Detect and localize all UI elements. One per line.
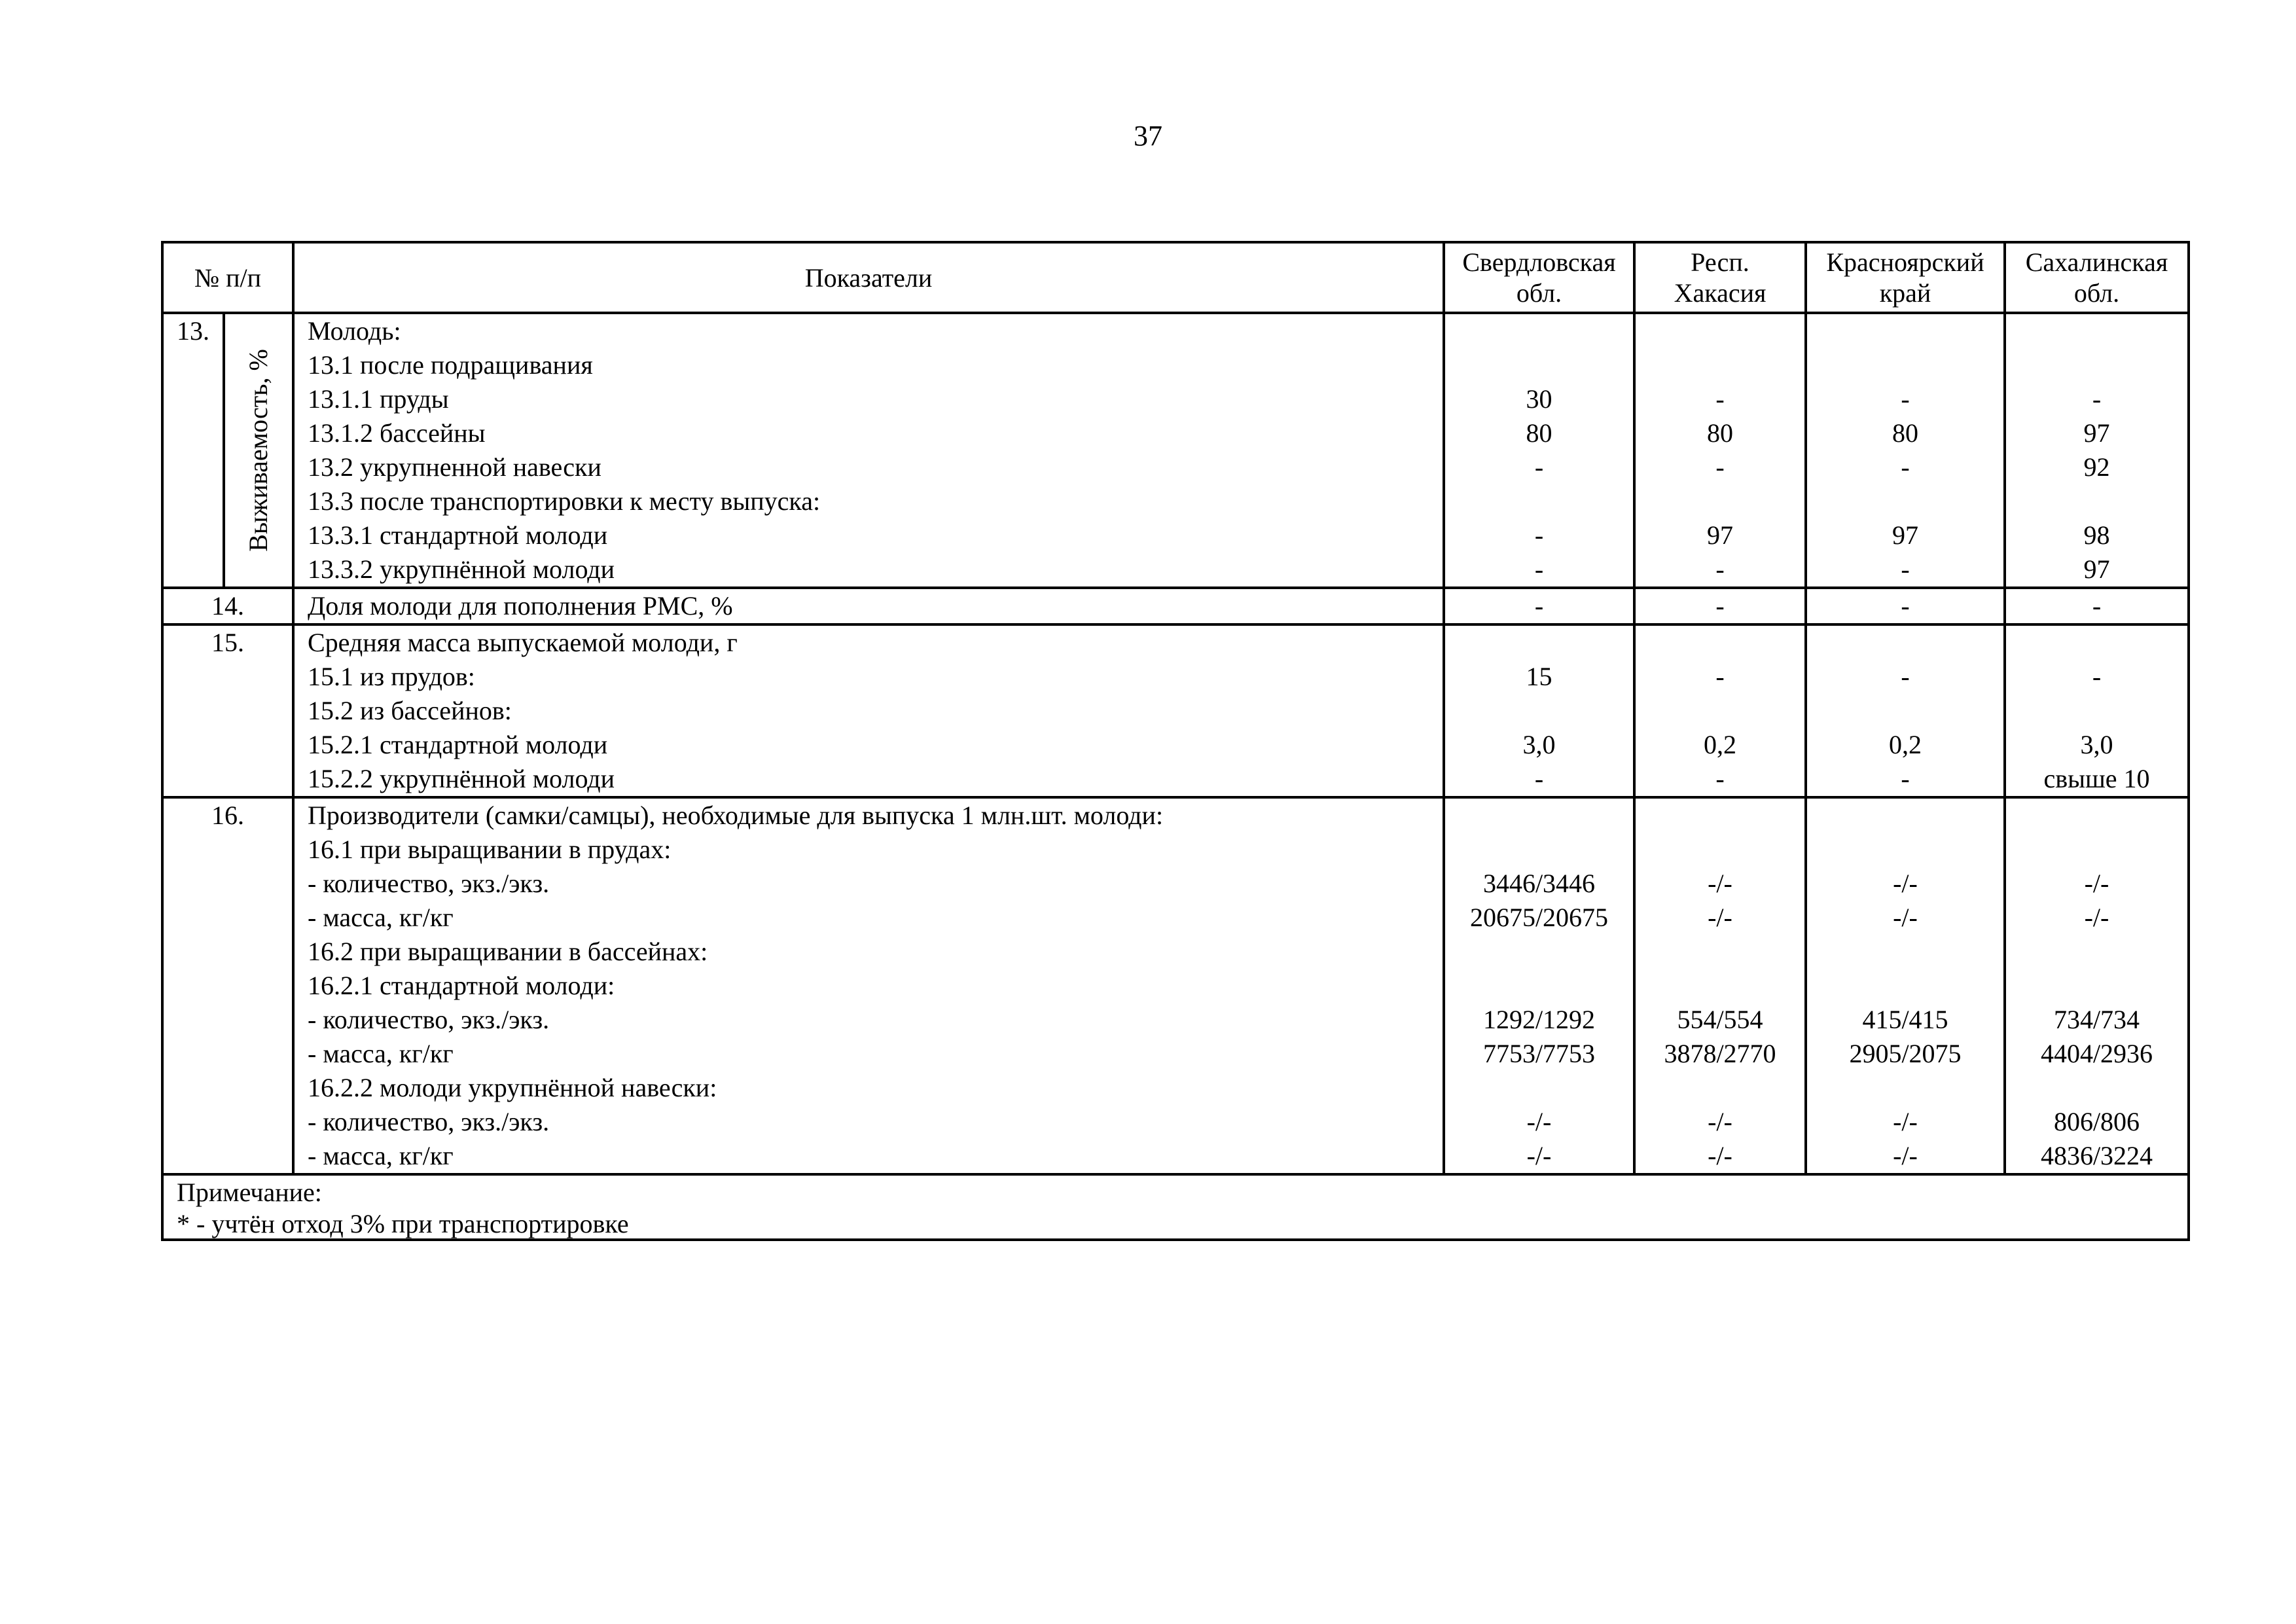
header-khakassia: Респ. Хакасия	[1634, 242, 1806, 313]
row-15	[162, 624, 2189, 797]
row-13-sakhalin: - 97 92 98 97	[2005, 313, 2189, 588]
header-row	[162, 242, 2189, 313]
row-16-krasnoyarsk: -/- -/- 415/415 2905/2075 -/- -/-	[1806, 797, 2005, 1174]
header-num: № п/п	[162, 242, 293, 313]
row-14-khakassia: -	[1634, 588, 1806, 624]
row-16-num: 16.	[162, 797, 293, 1174]
page-number: 37	[1134, 120, 1162, 152]
row-15-sakhalin: - 3,0 свыше 10	[2005, 624, 2189, 797]
survival-label: Выживаемость, %	[243, 349, 273, 552]
row-13	[162, 313, 2189, 588]
row-14	[162, 588, 2189, 624]
row-15-krasnoyarsk: - 0,2 -	[1806, 624, 2005, 797]
row-13-group	[224, 313, 293, 588]
row-15-indicators: Средняя масса выпускаемой молоди, г 15.1 из прудов: 15.2 из бассейнов: 15.2.1 стандартной молоди 15.2.2 укрупнённой молоди	[293, 624, 1444, 797]
row-13-sverdlovsk: 30 80 - - -	[1444, 313, 1634, 588]
row-15-num: 15.	[162, 624, 293, 797]
row-15-sverdlovsk: 15 3,0 -	[1444, 624, 1634, 797]
row-13-krasnoyarsk: - 80 - 97 -	[1806, 313, 2005, 588]
header-sakhalin: Сахалинская обл.	[2005, 242, 2189, 313]
row-16-sverdlovsk: 3446/3446 20675/20675 1292/1292 7753/7753 -/- -/-	[1444, 797, 1634, 1174]
note-text: * - учтён отход 3% при транспортировке	[177, 1209, 629, 1238]
row-14-num: 14.	[162, 588, 293, 624]
row-16-indicators: Производители (самки/самцы), необходимые для выпуска 1 млн.шт. молоди: 16.1 при выращивании в прудах: - количество, экз./экз. - масса, кг/кг 16.2 при выращивании в бассейнах: 16.2.1 стандартной молоди: - количество, экз./экз. - масса, кг/кг 16.2.2 молоди укрупнённой навески: - количество, экз./экз. - масса, кг/кг	[293, 797, 1444, 1174]
header-indicator: Показатели	[293, 242, 1444, 313]
indicators-table	[161, 241, 2190, 1241]
note-title: Примечание:	[177, 1178, 322, 1207]
header-krasnoyarsk: Красноярский край	[1806, 242, 2005, 313]
row-13-indicators: Молодь: 13.1 после подращивания 13.1.1 пруды 13.1.2 бассейны 13.2 укрупненной навески 13.3 после транспортировки к месту выпуска: 13.3.1 стандартной молоди 13.3.2 укрупнённой молоди	[293, 313, 1444, 588]
row-14-krasnoyarsk: -	[1806, 588, 2005, 624]
row-16-khakassia: -/- -/- 554/554 3878/2770 -/- -/-	[1634, 797, 1806, 1174]
row-13-khakassia: - 80 - 97 -	[1634, 313, 1806, 588]
row-16-sakhalin: -/- -/- 734/734 4404/2936 806/806 4836/3224	[2005, 797, 2189, 1174]
row-16	[162, 797, 2189, 1174]
row-15-khakassia: - 0,2 -	[1634, 624, 1806, 797]
row-13-num: 13.	[162, 313, 224, 588]
note-cell	[162, 1174, 2189, 1240]
header-sverdlovsk: Свердловская обл.	[1444, 242, 1634, 313]
row-14-indicators: Доля молоди для пополнения РМС, %	[293, 588, 1444, 624]
row-14-sakhalin: -	[2005, 588, 2189, 624]
note-row	[162, 1174, 2189, 1240]
row-14-sverdlovsk: -	[1444, 588, 1634, 624]
